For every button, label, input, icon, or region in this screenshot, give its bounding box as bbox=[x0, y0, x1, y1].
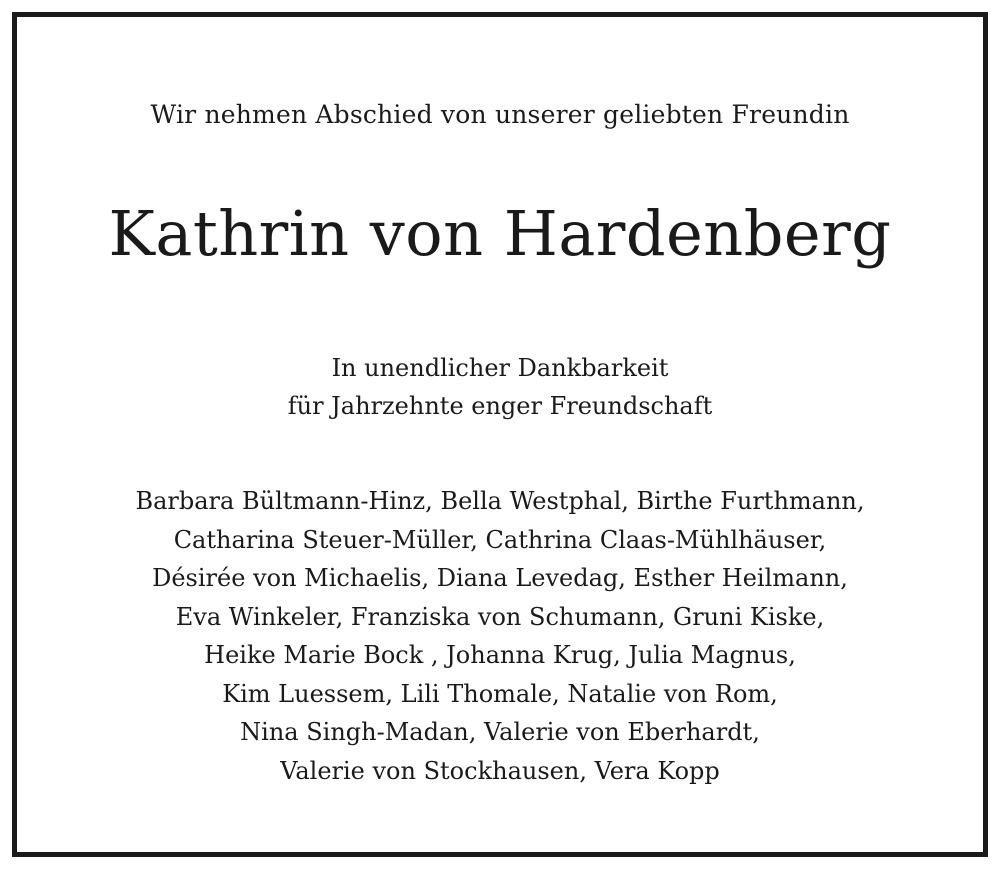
signatories-line: Kim Luessem, Lili Thomale, Natalie von Rom, bbox=[222, 679, 778, 708]
signatories-line: Heike Marie Bock , Johanna Krug, Julia Magnus, bbox=[204, 641, 796, 669]
dedication-line: In unendlicher Dankbarkeit bbox=[331, 354, 669, 382]
signatories-block bbox=[0, 482, 1000, 790]
dedication-block bbox=[0, 349, 1000, 425]
signatories-line: Désirée von Michaelis, Diana Levedag, Esther Heilmann, bbox=[152, 564, 848, 592]
signatories-line: Barbara Bültmann-Hinz, Bella Westphal, Birthe Furthmann, bbox=[135, 487, 865, 515]
signatories-line: Eva Winkeler, Franziska von Schumann, Gruni Kiske, bbox=[175, 602, 825, 631]
dedication-line: für Jahrzehnte enger Freundschaft bbox=[287, 392, 713, 420]
intro-line: Wir nehmen Abschied von unserer geliebten Freundin bbox=[150, 100, 850, 129]
signatories-line: Nina Singh-Madan, Valerie von Eberhardt, bbox=[240, 718, 760, 746]
signatories-line: Valerie von Stockhausen, Vera Kopp bbox=[280, 756, 720, 785]
deceased-name: Kathrin von Hardenberg bbox=[108, 197, 892, 270]
signatories-line: Catharina Steuer-Müller, Cathrina Claas-Mühlhäuser, bbox=[173, 525, 827, 554]
